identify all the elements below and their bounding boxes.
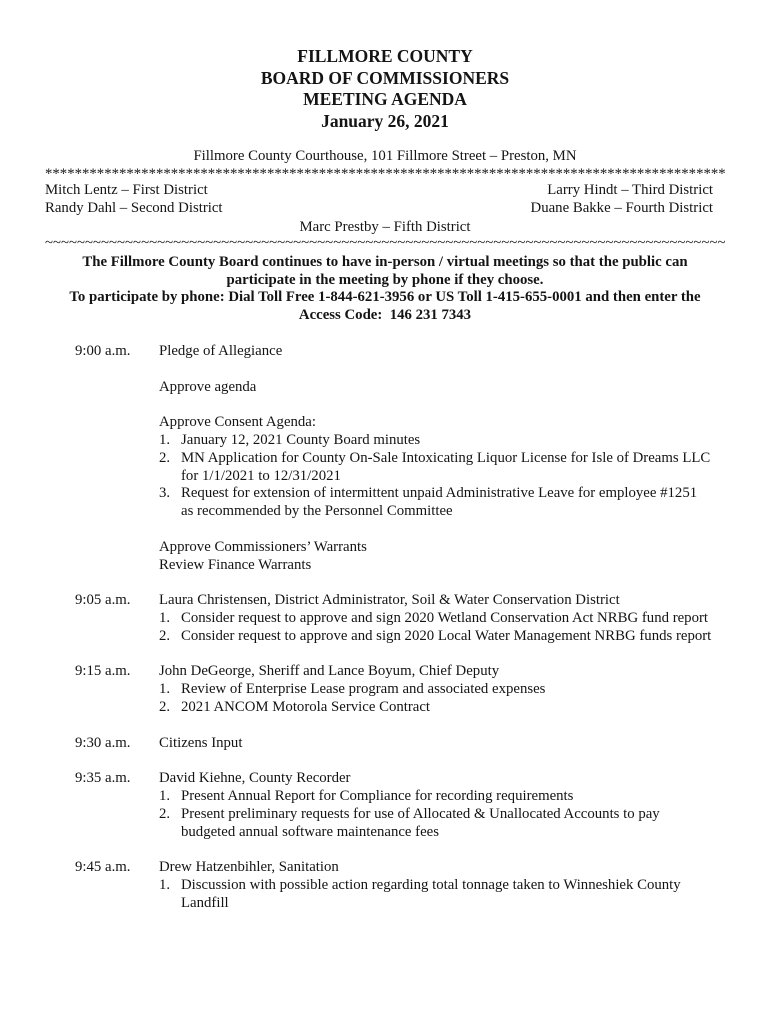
list-text: January 12, 2021 County Board minutes: [181, 431, 421, 448]
agenda-block: [159, 859, 749, 912]
list-item: [159, 699, 749, 717]
agenda-heading: Approve Commissioners’ Warrants: [159, 538, 367, 555]
agenda-time: 9:05 a.m.: [75, 592, 131, 609]
list-number: 2.: [159, 449, 171, 466]
agenda-content: [159, 592, 749, 645]
agenda-content: [159, 343, 749, 574]
list-item: [159, 877, 749, 913]
agenda-content: [159, 859, 749, 912]
agenda-content: [159, 770, 749, 841]
title-date: January 26, 2021: [321, 110, 449, 131]
agenda-block: [159, 735, 749, 753]
commissioner-row-1: [45, 181, 713, 199]
agenda-heading: Approve Consent Agenda:: [159, 414, 316, 431]
agenda-heading: Pledge of Allegiance: [159, 343, 283, 359]
agenda-time: 9:45 a.m.: [75, 859, 131, 876]
agenda-time: 9:30 a.m.: [75, 734, 131, 751]
list-item: [159, 806, 749, 842]
notice-phone-instructions: To participate by phone: Dial Toll Free 1-844-621-3956 or US Toll 1-415-655-0001 and then enter the Access Code: 146 231 7343: [69, 289, 701, 323]
list-item: [159, 485, 749, 521]
list-number: 1.: [159, 609, 171, 626]
commissioner-row-2: [45, 199, 713, 217]
public-participation-notice: [0, 254, 770, 324]
commissioner-second-district: Randy Dahl – Second District: [45, 200, 223, 216]
commissioner-third-district: Larry Hindt – Third District: [547, 182, 713, 198]
agenda-time: 9:35 a.m.: [75, 770, 131, 787]
asterisk-divider: ********************************************************************************************: [45, 166, 726, 182]
list-number: 2.: [159, 627, 171, 644]
list-item: [159, 681, 749, 699]
agenda-slot: [0, 735, 770, 753]
agenda-slot: [0, 592, 770, 645]
agenda-heading: Citizens Input: [159, 734, 243, 751]
list-text: Request for extension of intermittent unpaid Administrative Leave for employee #1251 as recommended by the Personnel Committee: [181, 485, 698, 520]
agenda-heading: Drew Hatzenbihler, Sanitation: [159, 859, 339, 876]
agenda-slot: [0, 770, 770, 841]
title-county: FILLMORE COUNTY: [297, 46, 473, 66]
agenda-list: [0, 343, 770, 913]
agenda-block: [159, 379, 749, 397]
list-number: 1.: [159, 876, 171, 893]
list-number: 3.: [159, 485, 171, 502]
agenda-block: [159, 539, 749, 575]
list-item: [159, 432, 749, 450]
agenda-block: [159, 770, 749, 841]
agenda-slot: [0, 859, 770, 912]
list-number: 2.: [159, 805, 171, 822]
notice-meeting-format: The Fillmore County Board continues to have in-person / virtual meetings so that the public can participate in the meeting by phone if they choose.: [82, 254, 688, 288]
list-number: 1.: [159, 787, 171, 804]
list-text: Present preliminary requests for use of Allocated & Unallocated Accounts to pay budgeted annual software maintenance fees: [181, 805, 660, 840]
agenda-block: [159, 592, 749, 645]
meeting-location: Fillmore County Courthouse, 101 Fillmore Street – Preston, MN: [193, 148, 577, 164]
agenda-content: [159, 735, 749, 753]
agenda-heading: Review Finance Warrants: [159, 556, 312, 573]
list-item: [159, 450, 749, 486]
agenda-heading: John DeGeorge, Sheriff and Lance Boyum, Chief Deputy: [159, 663, 500, 680]
list-text: Consider request to approve and sign 2020 Local Water Management NRBG funds report: [181, 627, 712, 644]
commissioner-first-district: Mitch Lentz – First District: [45, 182, 208, 198]
list-text: Discussion with possible action regarding total tonnage taken to Winneshiek County Landfill: [181, 876, 681, 911]
document-title: [0, 46, 770, 132]
list-item: [159, 610, 749, 628]
agenda-slot: [0, 343, 770, 574]
list-number: 1.: [159, 431, 171, 448]
agenda-block: [159, 414, 749, 521]
list-text: 2021 ANCOM Motorola Service Contract: [181, 698, 431, 715]
agenda-slot: [0, 663, 770, 716]
list-item: [159, 788, 749, 806]
list-number: 2.: [159, 698, 171, 715]
agenda-heading: Laura Christensen, District Administrator, Soil & Water Conservation District: [159, 592, 620, 609]
list-text: Consider request to approve and sign 2020 Wetland Conservation Act NRBG fund report: [181, 609, 709, 626]
list-number: 1.: [159, 681, 171, 698]
tilde-divider: ~~~~~~~~~~~~~~~~~~~~~~~~~~~~~~~~~~~~~~~~~~~~~~~~~~~~~~~~~~~~~~~~~~~~~~~~~~~~~~~~~~~~~: [45, 235, 726, 251]
list-text: Review of Enterprise Lease program and associated expenses: [181, 681, 546, 698]
title-meeting-agenda: MEETING AGENDA: [303, 89, 467, 109]
commissioner-fourth-district: Duane Bakke – Fourth District: [530, 200, 713, 216]
agenda-heading: David Kiehne, County Recorder: [159, 770, 351, 787]
agenda-time: 9:15 a.m.: [75, 663, 131, 680]
agenda-content: [159, 663, 749, 716]
agenda-block: [159, 343, 749, 361]
agenda-time: 9:00 a.m.: [75, 343, 131, 359]
title-board: BOARD OF COMMISSIONERS: [260, 67, 510, 88]
agenda-heading: Approve agenda: [159, 378, 257, 395]
commissioner-fifth-district: Marc Prestby – Fifth District: [299, 219, 471, 235]
agenda-block: [159, 663, 749, 716]
list-item: [159, 628, 749, 646]
list-text: Present Annual Report for Compliance for recording requirements: [181, 787, 574, 804]
list-text: MN Application for County On-Sale Intoxicating Liquor License for Isle of Dreams LLC for 1/1/2021 to 12/31/2021: [181, 449, 711, 484]
